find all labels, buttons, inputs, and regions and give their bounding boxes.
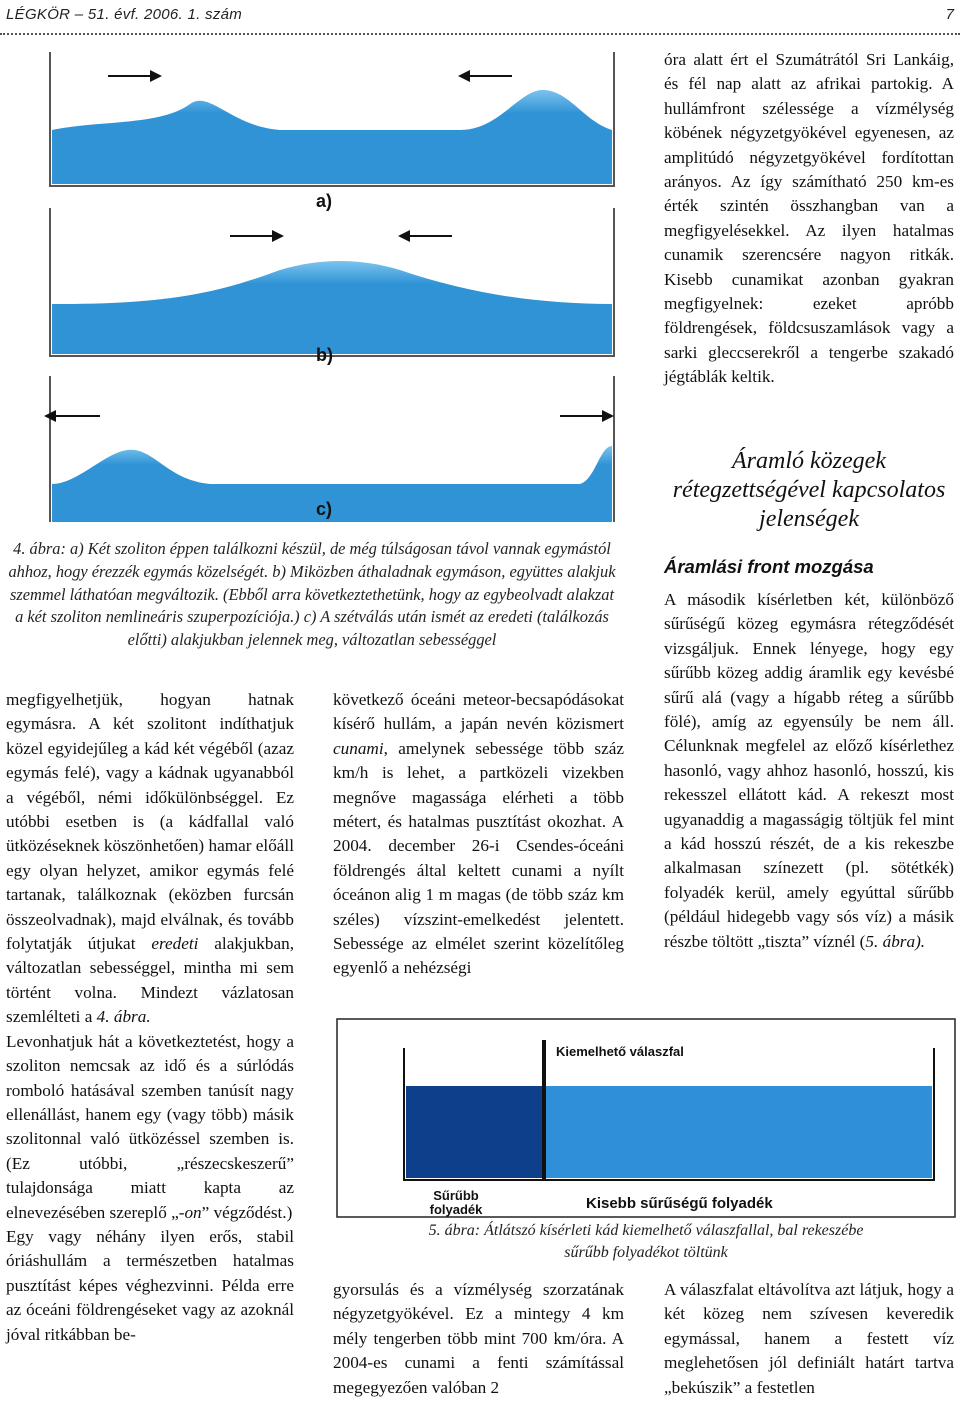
dense-label-line2: folyadék xyxy=(429,1202,483,1217)
figure-5-caption xyxy=(336,1220,956,1264)
figure-5-caption-line1: 5. ábra: Átlátszó kísérleti kád kiemelhető válaszfallal, bal rekeszébe xyxy=(428,1222,864,1239)
dense-liquid-region xyxy=(406,1086,542,1178)
figure-4-label-c: c) xyxy=(316,499,333,519)
figure-4-label-b: b) xyxy=(316,345,333,365)
column-right-bottom: A válaszfalat eltávolítva azt látjuk, hogy a két közeg nem szívesen keveredik egymással, hanem a festett víz meglehetősen jól definiált határt tartva „bekúszik” a festetlen xyxy=(664,1280,954,1397)
paragraph: következő óceáni meteor-becsapódásokat kísérő hullám, a japán nevén közismert cunami, amelynek sebessége több száz km/h is lehet, a partközeli vizekben megnőve magassága elérheti a több métert, és hatalmas pusztítást okozhat. A 2004. december 26-i Csendes-óceáni földrengés által keltett cunami a nyílt óceánon alig 1 m magas (de több száz km széles) vízszint-emelkedést jelentett. Sebessége az elmélet szerint közelítőleg egyenlő a nehézségi xyxy=(333,690,624,978)
divider-wall xyxy=(542,1040,546,1180)
column-right-mid xyxy=(664,588,954,954)
figure-5-caption-line2: sűrűbb folyadékot töltünk xyxy=(564,1244,728,1261)
subsection-title: Áramlási front mozgása xyxy=(664,556,874,577)
paragraph: Egy vagy néhány ilyen erős, stabil óriáshullám a természetben hatalmas pusztítást képes véghezvinni. Példa erre az óceáni földrengéseket vagy az azoknál jóval ritkábban be- xyxy=(6,1226,294,1344)
paragraph: Levonhatjuk hát a következtetést, hogy a szoliton nemcsak az idő és a súrlódás romboló hatásával szemben tanúsít nagy ellenállást, hanem egy (vagy több) másik szolitonnal való ütközéssel szemben is. (Ez utóbbi, „részecskeszerű” tulajdonsága miatt kapta az elnevezésében szereplő „-on” végződést.) xyxy=(6,1031,294,1222)
panel-b xyxy=(50,208,614,356)
figure-4-caption: 4. ábra: a) Két szoliton éppen találkozni készül, de még túlságosan távol vannak egymástól ahhoz, hogy érezzék egymás közelségét. b) Miközben áthaladnak egymáson, együttes alakjuk szemmel láthatóan megváltozik. (Ebből arra következtethetünk, hogy az egybeolvadt alakzat a két szoliton nemlineáris szuperpozíciója.) c) A szétválás után ismét az eredeti (találkozás előtti) alakjukban jelennek meg, változatlan sebességgel xyxy=(8,539,616,650)
journal-title xyxy=(6,6,242,23)
page-number: 7 xyxy=(945,6,954,23)
paragraph: A második kísérletben két, különböző sűrűségű közeg egymásra rétegződését vizsgáljuk. Ennek lényege, hogy egy sűrűbb közeg addig áramlik egy kevésbé sűrű alá (vagy a hígabb réteg a sűrűbb fölé), amíg az egyensúly be nem áll. Célunknak megfelel az előző kísérlethez hasonló, vagy ahhoz hasonló, hosszú, kis rekesszel ellátott kád. A rekeszt most ugyanaddig a magasságig töltjük fel mint a kád hosszú részét, de a kis rekeszbe alkalmasan színezett (pl. sötétkék) folyadék kerül, amely egyúttal sűrűbb (például hidegebb vagy sós víz) a másik részbe töltött „tiszta” víznél (5. ábra). xyxy=(664,590,954,951)
column-middle xyxy=(333,688,624,981)
paragraph: megfigyelhetjük, hogyan hatnak egymásra. A két szolitont indíthatjuk közel egyidejűleg a kád két végéből (azaz egymás felé), vagy a kádnak ugyanabból a végéből, némi időkülönbséggel. Ez utóbbi esetben is (a kádfallal való ütközéseknek köszönhetően) hamar előáll egy olyan helyzet, amikor egymás felé tartanak, találkoznak (eközben furcsán összeolvadnak), majd elválnak, és tovább folytatják útjukat eredeti alakjukban, változatlan sebességgel, mintha mi sem történt volna. Mindezt vázlatosan szemlélteti a 4. ábra. xyxy=(6,690,294,1027)
running-header xyxy=(6,4,954,26)
header-rule xyxy=(0,33,960,35)
figure-5-tank-diagram xyxy=(336,1018,956,1218)
column-left xyxy=(6,688,294,1347)
column-middle-bottom: gyorsulás és a vízmélység szorzatának négyzetgyökével. Ez a mintegy 4 km mély tengerben több mint 700 km/óra. A 2004-es cunami a fenti számítással megegyezően valóban 2 xyxy=(333,1280,624,1397)
light-liquid-label: Kisebb sűrűségű folyadék xyxy=(586,1195,773,1212)
section-title: Áramló közegek rétegzettségével kapcsolatos jelenségek xyxy=(672,448,946,532)
dense-label-line1: Sűrűbb xyxy=(433,1188,479,1203)
column-right-top: óra alatt ért el Szumátrától Sri Lankáig, és fél nap alatt az afrikai partokig. A hullámfront szélessége a vízmélység köbének négyzetgyökével egyenesen, az amplitúdó négyzetgyökével fordítottan arányos. Az így számítható 250 km-es érték szintén összhangban van a megfigyelésekkel. Az ilyen hatalmas cunamik szerencsére nagyon ritkák. Kisebb cunamikat azonban gyakran megfigyelnek: ezeket apróbb földrengések, földcsuszamlások vagy a sarki gleccserekről a tengerbe szakadó jégtáblák keltik. xyxy=(664,50,954,387)
panel-a xyxy=(50,52,614,186)
light-liquid-region xyxy=(546,1086,932,1178)
figure-4-soliton-diagram xyxy=(40,52,624,522)
figure-4-label-a: a) xyxy=(316,191,333,211)
journal-name: LÉGKÖR xyxy=(6,6,71,23)
divider-label: Kiemelhető válaszfal xyxy=(556,1044,684,1059)
issue-info: – 51. évf. 2006. 1. szám xyxy=(74,6,243,23)
